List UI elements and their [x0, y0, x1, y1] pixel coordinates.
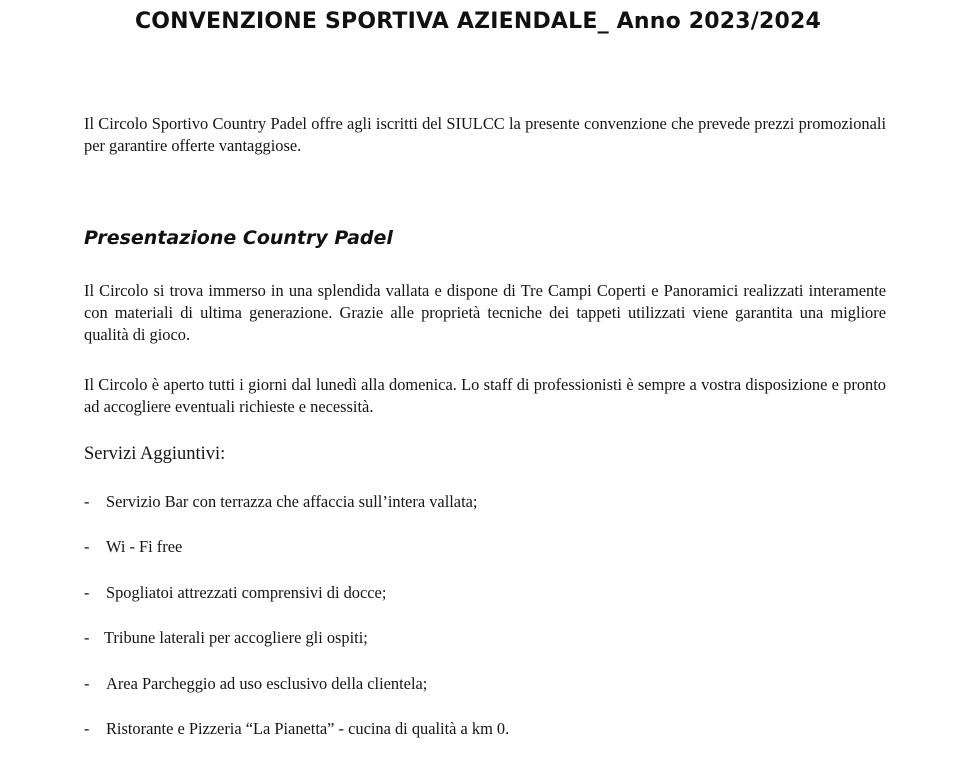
service-item-label: Spogliatoi attrezzati comprensivi di docce; — [106, 582, 387, 602]
description-paragraph: Il Circolo si trova immerso in una splendida vallata e dispone di Tre Campi Coperti e Panoramici realizzati interamente con materiali di ultima generazione. Grazie alle proprietà tecniche dei tappeti utilizzati viene garantita una migliore qualità di gioco. — [84, 281, 886, 344]
service-item-label: Wi - Fi free — [106, 537, 183, 557]
service-item-parking — [84, 673, 886, 718]
service-item-label: Tribune laterali per accogliere gli ospiti; — [104, 628, 368, 648]
service-item-label: Servizio Bar con terrazza che affaccia sull’intera vallata; — [106, 492, 478, 511]
document-title: CONVENZIONE SPORTIVA AZIENDALE_ Anno 2023/2024 — [134, 9, 822, 34]
bullet-dash: - — [84, 718, 90, 738]
service-item-stands — [84, 627, 886, 672]
services-list — [84, 491, 886, 763]
service-item-bar — [84, 491, 886, 536]
service-item-wifi — [84, 536, 886, 581]
bullet-dash: - — [84, 537, 90, 557]
service-item-label: Ristorante e Pizzeria “La Pianetta” - cucina di qualità a km 0. — [106, 718, 510, 738]
service-item-restaurant — [84, 718, 886, 763]
bullet-dash: - — [84, 628, 90, 648]
bullet-dash: - — [84, 582, 90, 602]
service-item-locker-rooms — [84, 582, 886, 627]
services-label: Servizi Aggiuntivi: — [84, 444, 226, 464]
bullet-dash: - — [84, 673, 90, 693]
bullet-dash: - — [84, 492, 90, 511]
section-heading: Presentazione Country Padel — [84, 227, 393, 249]
intro-paragraph: Il Circolo Sportivo Country Padel offre agli iscritti del SIULCC la presente convenzione che prevede prezzi promozionali per garantire offerte vantaggiose. — [84, 114, 886, 155]
service-item-label: Area Parcheggio ad uso esclusivo della clientela; — [106, 673, 428, 693]
opening-hours-paragraph: Il Circolo è aperto tutti i giorni dal lunedì alla domenica. Lo staff di professionisti è sempre a vostra disposizione e pronto ad accogliere eventuali richieste e necessità. — [84, 375, 886, 416]
